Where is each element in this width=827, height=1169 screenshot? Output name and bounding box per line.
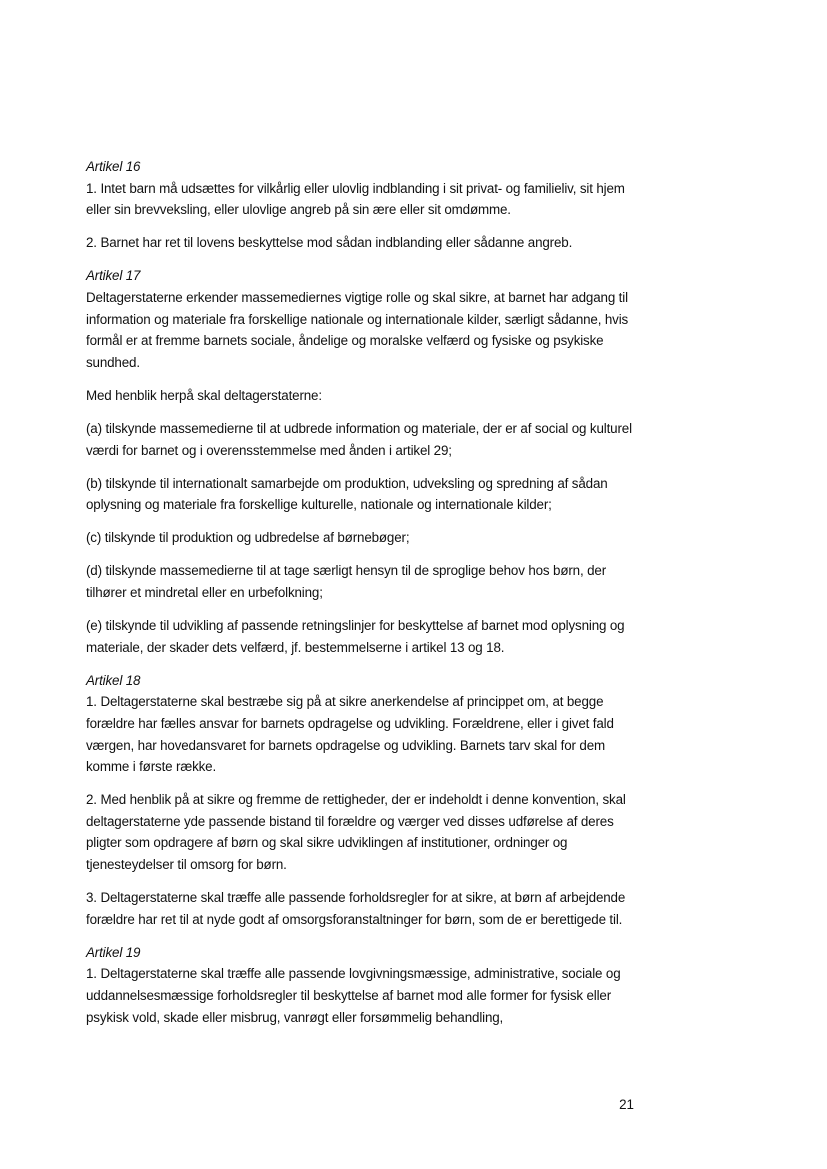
page-content xyxy=(86,156,636,1040)
article-19 xyxy=(86,942,636,1028)
article-paragraph: Med henblik herpå skal deltagerstaterne: xyxy=(86,387,322,403)
list-item-c: (c) tilskynde til produktion og udbredelse af børnebøger; xyxy=(86,530,410,546)
article-paragraph: 1. Intet barn må udsættes for vilkårlig eller ulovlig indblanding i sit privat- og familieliv, sit hjem eller sin brevveksling, eller ulovlige angreb på sin ære eller sit omdømme. xyxy=(86,180,625,218)
article-paragraph: 2. Barnet har ret til lovens beskyttelse mod sådan indblanding eller sådanne angreb. xyxy=(86,235,573,251)
article-paragraph: Deltagerstaterne erkender massemediernes vigtige rolle og skal sikre, at barnet har adgang til information og materiale fra forskellige nationale og internationale kilder, særligt sådanne, hvis formål er at fremme barnets sociale, åndelige og moralske velfærd og fysiske og psykiske sundhed. xyxy=(86,289,629,370)
list-item-a: (a) tilskynde massemedierne til at udbrede information og materiale, der er af social og kulturel værdi for barnet og i overensstemmelse med ånden i artikel 29; xyxy=(86,420,632,458)
page-number: 21 xyxy=(619,1097,634,1112)
article-paragraph: 1. Deltagerstaterne skal bestræbe sig på at sikre anerkendelse af princippet om, at begge forældre har fælles ansvar for barnets opdragelse og udvikling. Forældrene, eller i givet fald værgen, har hovedansvaret for barnets opdragelse og udvikling. Barnets tarv skal for dem komme i første række. xyxy=(86,694,614,775)
list-item-b: (b) tilskynde til internationalt samarbejde om produktion, udveksling og spredning af sådan oplysning og materiale fra forskellige kulturelle, nationale og internationale kilder; xyxy=(86,475,608,513)
article-16 xyxy=(86,156,636,254)
article-heading: Artikel 17 xyxy=(86,268,141,284)
article-heading: Artikel 16 xyxy=(86,159,141,174)
article-paragraph: 1. Deltagerstaterne skal træffe alle passende lovgivningsmæssige, administrative, sociale og uddannelsesmæssige forholdsregler til beskyttelse af barnet mod alle former for fysisk eller psykisk vold, skade eller misbrug, vanrøgt eller forsømmelig behandling, xyxy=(86,966,621,1025)
article-18 xyxy=(86,670,636,931)
article-heading: Artikel 19 xyxy=(86,944,141,960)
article-17 xyxy=(86,265,636,658)
article-paragraph: 3. Deltagerstaterne skal træffe alle passende forholdsregler for at sikre, at børn af arbejdende forældre har ret til at nyde godt af omsorgsforanstaltninger for børn, som de er berettigede til. xyxy=(86,890,626,927)
article-heading: Artikel 18 xyxy=(86,672,141,688)
article-paragraph: 2. Med henblik på at sikre og fremme de rettigheder, der er indeholdt i denne konvention, skal deltagerstaterne yde passende bistand til forældre og værger ved disses udførelse af deres pligter som opdragere af børn og skal sikre udviklingen af institutioner, ordninger og tjenesteydelser til omsorg for børn. xyxy=(86,792,626,873)
list-item-e: (e) tilskynde til udvikling af passende retningslinjer for beskyttelse af barnet mod oplysning og materiale, der skader dets velfærd, jf. bestemmelserne i artikel 13 og 18. xyxy=(86,618,625,655)
list-item-d: (d) tilskynde massemedierne til at tage særligt hensyn til de sproglige behov hos børn, der tilhører et mindretal eller en urbefolkning; xyxy=(86,563,607,600)
